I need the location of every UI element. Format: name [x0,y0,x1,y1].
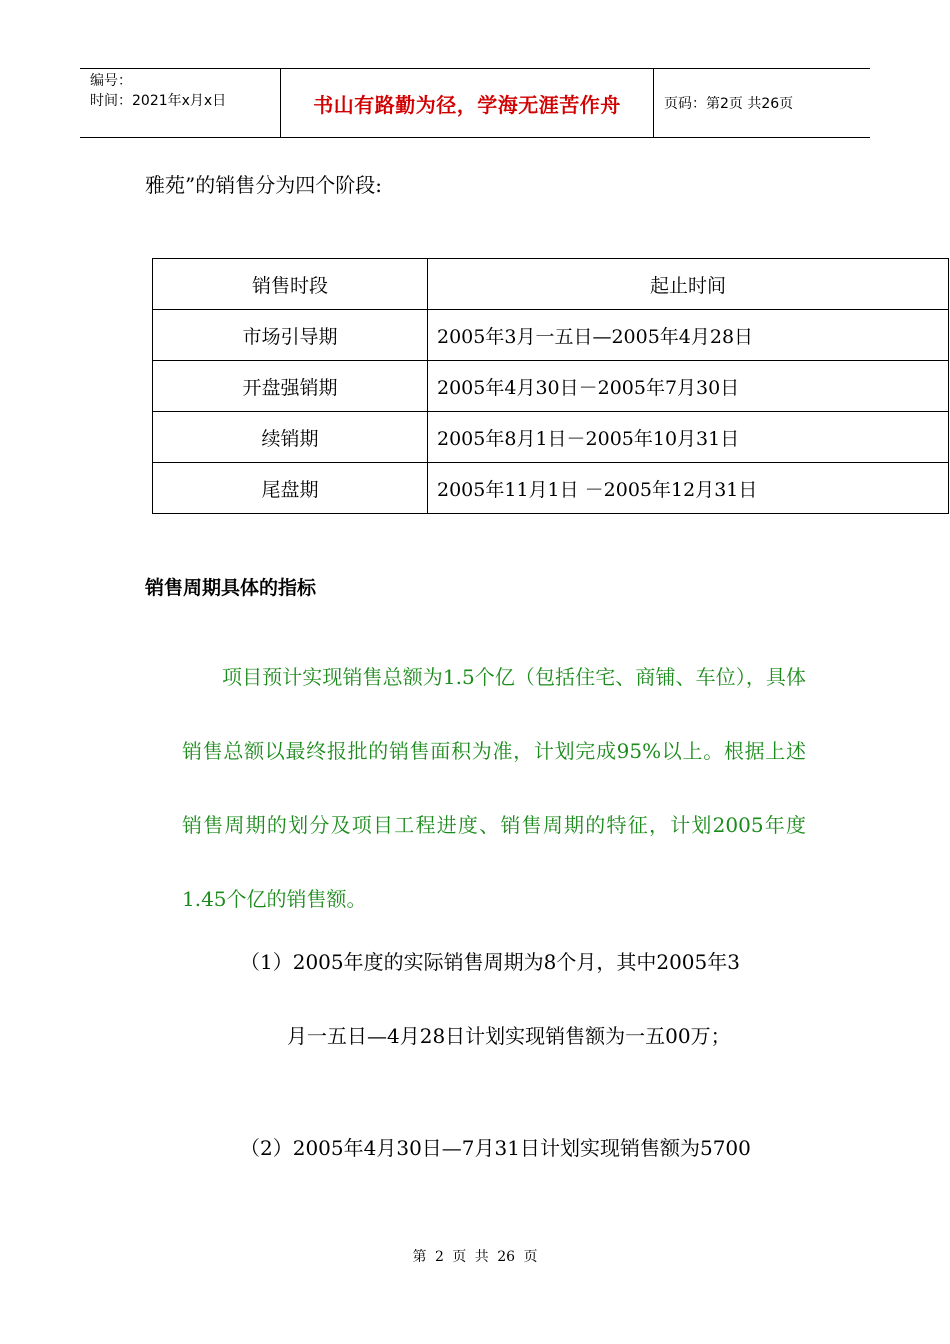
stage-dates: 2005年11月1日 －2005年12月31日 [428,463,949,514]
page-footer: 第 2 页 共 26 页 [412,1249,538,1265]
table-row [153,463,949,514]
table-row [153,310,949,361]
table-header-row [153,259,949,310]
motto: 书山有路勤为径，学海无涯苦作舟 [281,69,654,137]
list-item-2: （2）2005年4月30日—7月31日计划实现销售额为5700 [240,1136,751,1160]
section-heading: 销售周期具体的指标 [145,577,317,599]
date-label: 时间：2021年x月x日 [90,93,227,109]
sales-target-paragraph: 项目预计实现销售总额为1.5个亿（包括住宅、商铺、车位），具体销售总额以最终报批的销售面积为准，计划完成95%以上。根据上述销售周期的划分及项目工程进度、销售周期的特征，计划2005年度1.45个亿的销售额。 [182,665,806,911]
stage-dates: 2005年3月一五日—2005年4月28日 [428,310,949,361]
list-item-1-line1: （1）2005年度的实际销售周期为8个月，其中2005年3 [240,950,740,974]
list-item-1 [240,925,810,1073]
stage-name: 市场引导期 [153,310,428,361]
header-left-cell [80,69,281,137]
number-label: 编号： [90,73,132,89]
table-header-period: 销售时段 [153,259,428,310]
stage-name: 开盘强销期 [153,361,428,412]
table-row [153,361,949,412]
stage-name: 续销期 [153,412,428,463]
stage-dates: 2005年4月30日－2005年7月30日 [428,361,949,412]
table-header-time: 起止时间 [428,259,949,310]
page-label: 页码：第2页 共26页 [664,96,794,112]
stage-name: 尾盘期 [153,463,428,514]
table-row [153,412,949,463]
sales-stages-table [152,258,949,514]
list-item-1-line2: 月一五日—4月28日计划实现销售额为一五00万； [287,1024,731,1048]
intro-text: 雅苑”的销售分为四个阶段: [145,173,382,197]
stage-dates: 2005年8月1日－2005年10月31日 [428,412,949,463]
page-header [80,68,870,138]
